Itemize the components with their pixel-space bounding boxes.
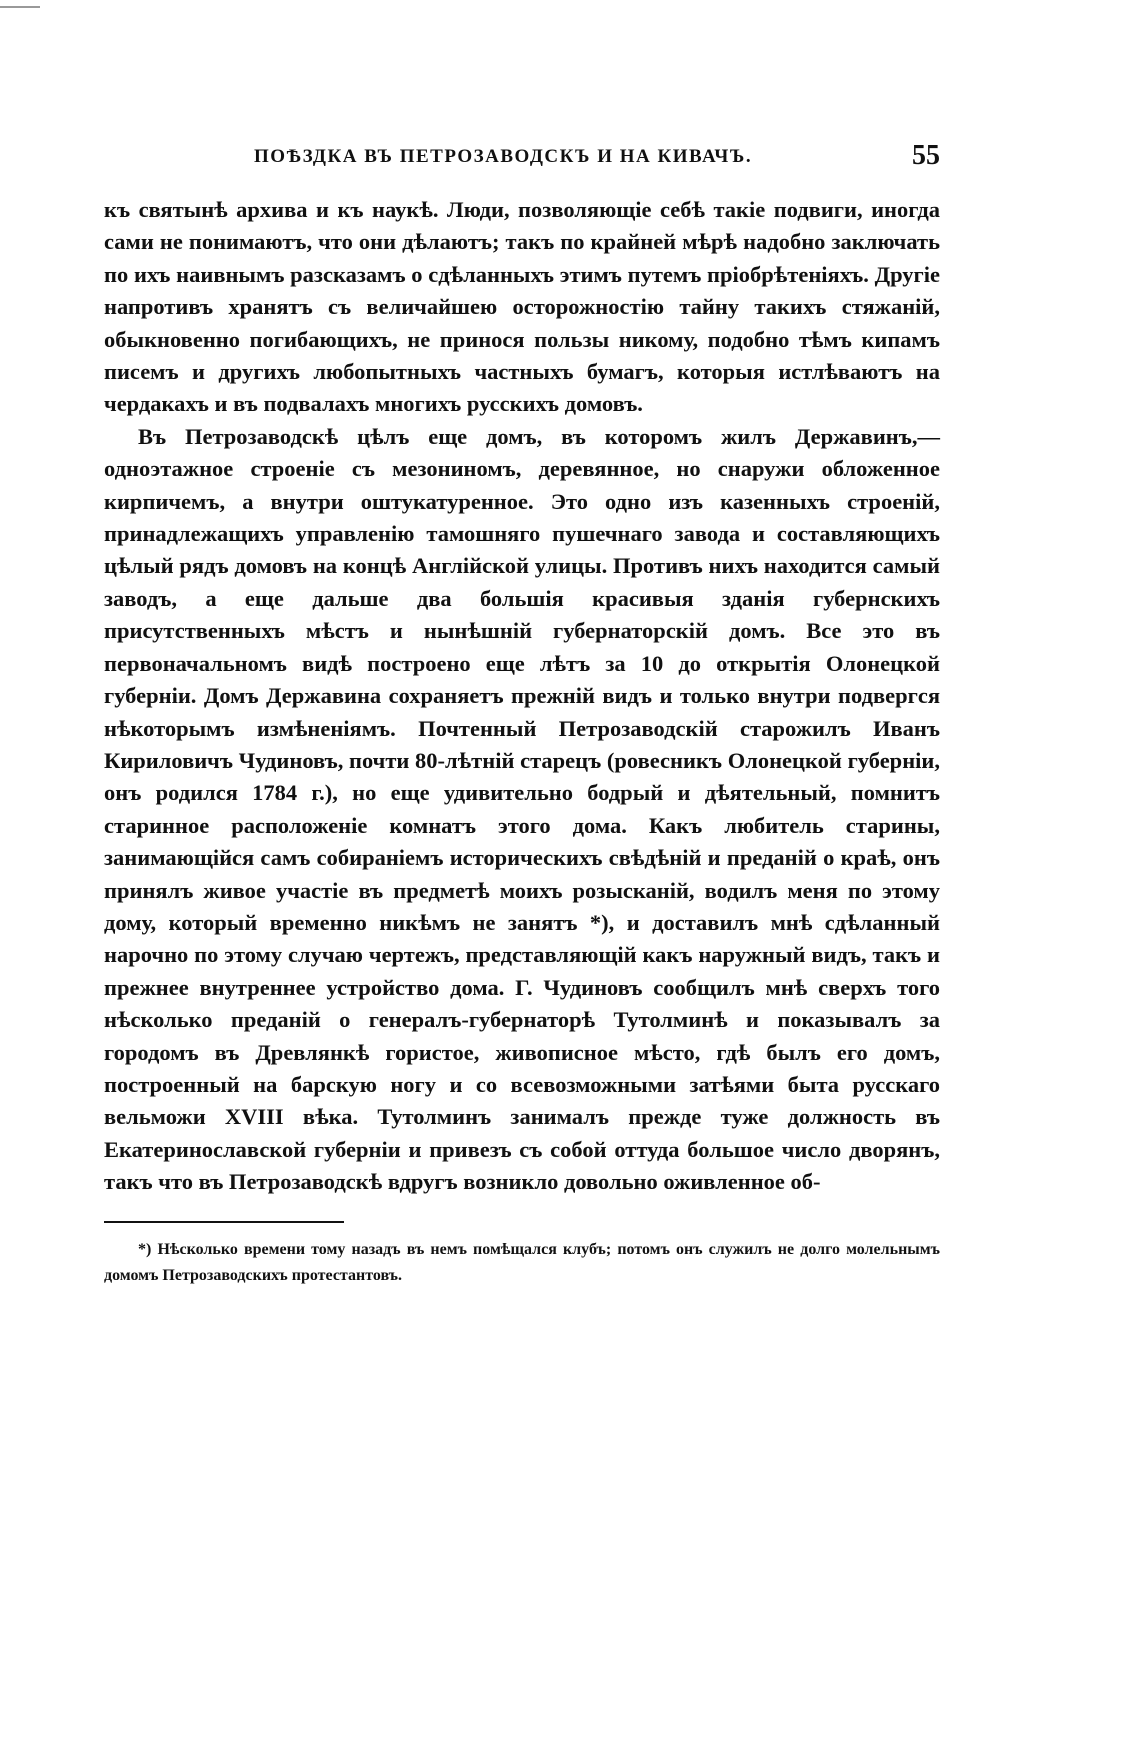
paragraph-1: къ святынѣ архива и къ наукѣ. Люди, позволяющіе себѣ такіе подвиги, иногда сами не понимаютъ, что они дѣлаютъ; такъ по крайней мѣрѣ надобно заключать по ихъ наивнымъ разсказамъ о сдѣланныхъ этимъ путемъ пріобрѣтеніяхъ. Другіе напротивъ хранятъ съ величайшею осторожностію тайну такихъ стяжаній, обыкновенно погибающихъ, не принося пользы никому, подобно тѣмъ кипамъ писемъ и другихъ любопытныхъ частныхъ бумагъ, которыя истлѣваютъ на чердакахъ и въ подвалахъ многихъ русскихъ домовъ. (104, 197, 940, 417)
footnote: *) Нѣсколько времени тому назадъ въ немъ помѣщался клубъ; потомъ онъ служилъ не долго молельнымъ домомъ Петрозаводскихъ протестантовъ. (104, 1240, 940, 1284)
book-page (104, 140, 940, 1289)
running-title: ПОѢЗДКА ВЪ ПЕТРОЗАВОДСКЪ И НА КИВАЧЪ. (254, 146, 753, 167)
page-number: 55 (912, 140, 940, 171)
footnote-divider (104, 1221, 344, 1223)
body-text (104, 194, 940, 1199)
scan-edge-mark (0, 6, 40, 8)
running-head (104, 140, 940, 180)
paragraph-2: Въ Петрозаводскѣ цѣлъ еще домъ, въ которомъ жилъ Державинъ,— одноэтажное строеніе съ мезониномъ, деревянное, но снаружи обложенное кирпичемъ, а внутри оштукатуренное. Это одно изъ казенныхъ строеній, принадлежащихъ управленію тамошняго пушечнаго завода и составляющихъ цѣлый рядъ домовъ на концѣ Англійской улицы. Противъ нихъ находится самый заводъ, а еще дальше два большія красивыя зданія губернскихъ присутственныхъ мѣстъ и нынѣшній губернаторскій домъ. Все это въ первоначальномъ видѣ построено еще лѣтъ за 10 до открытія Олонецкой губерніи. Домъ Державина сохраняетъ прежній видъ и только внутри подвергся нѣкоторымъ измѣненіямъ. Почтенный Петрозаводскій старожилъ Иванъ Кириловичъ Чудиновъ, почти 80-лѣтній старецъ (ровесникъ Олонецкой губерніи, онъ родился 1784 г.), но еще удивительно бодрый и дѣятельный, помнитъ старинное расположеніе комнатъ этого дома. Какъ любитель старины, занимающійся самъ собираніемъ историческихъ свѣдѣній и преданій о краѣ, онъ принялъ живое участіе въ предметѣ моихъ розысканій, водилъ меня по этому дому, который временно никѣмъ не занятъ *), и доставилъ мнѣ сдѣланный нарочно по этому случаю чертежъ, представляющій какъ наружный видъ, такъ и прежнее внутреннее устройство дома. Г. Чудиновъ сообщилъ мнѣ сверхъ того нѣсколько преданій о генералъ-губернаторѣ Тутолминѣ и показывалъ за городомъ въ Древлянкѣ гористое, живописное мѣсто, гдѣ былъ его домъ, построенный на барскую ногу и со всевозможными затѣями быта русскаго вельможи XVIII вѣка. Тутолминъ занималъ прежде туже должность въ Екатеринославской губерніи и привезъ съ собой оттуда большое число дворянъ, такъ что въ Петрозаводскѣ вдругъ возникло довольно оживленное об- (104, 423, 940, 1195)
